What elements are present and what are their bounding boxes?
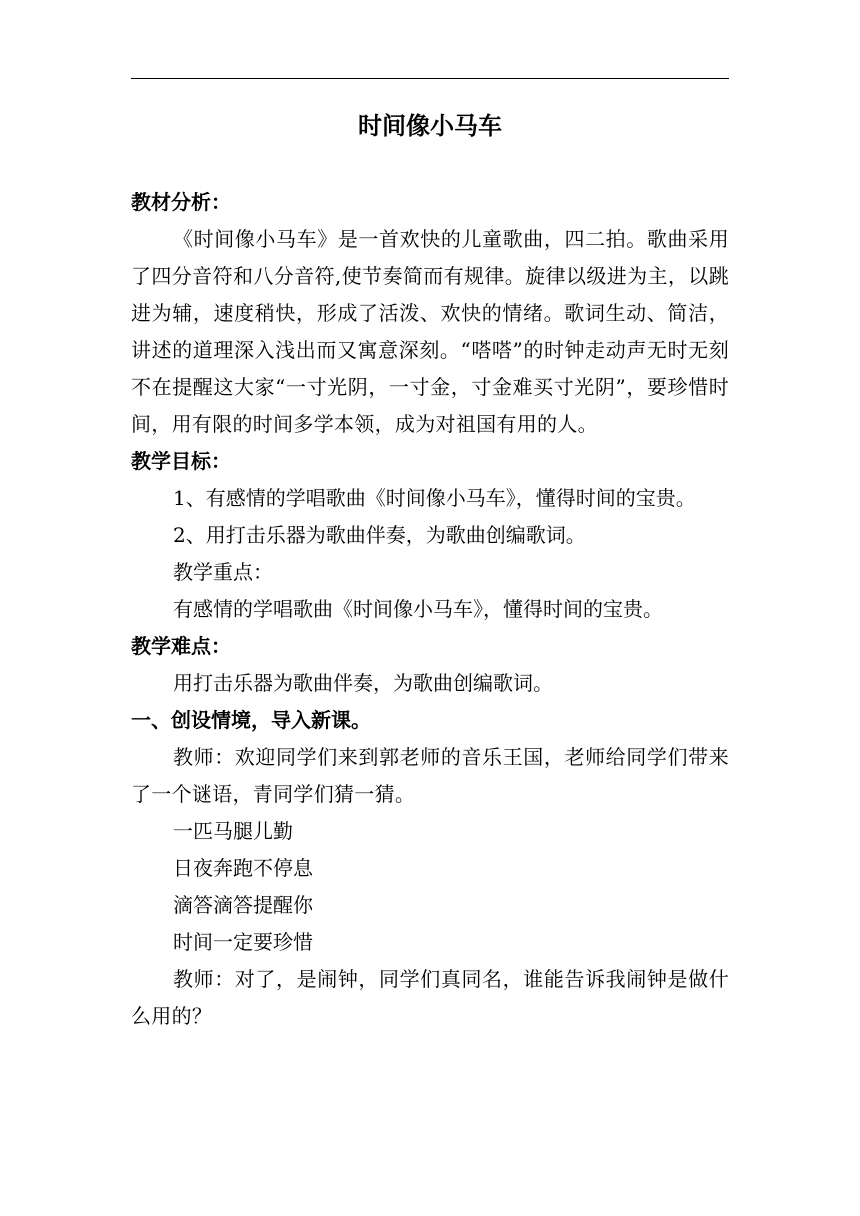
difficulty-text: 用打击乐器为歌曲伴奏，为歌曲创编歌词。 <box>173 671 553 695</box>
goal-item-1: 1、有感情的学唱歌曲《时间像小马车》，懂得时间的宝贵。 <box>173 486 696 510</box>
header-rule <box>131 78 729 79</box>
goals-heading: 教学目标： <box>131 449 231 473</box>
riddle-line-2: 日夜奔跑不停息 <box>173 856 313 880</box>
goal-item-2: 2、用打击乐器为歌曲伴奏，为歌曲创编歌词。 <box>173 523 586 547</box>
key-point-text: 有感情的学唱歌曲《时间像小马车》，懂得时间的宝贵。 <box>173 597 663 621</box>
riddle-line-1: 一匹马腿儿勤 <box>173 819 293 843</box>
analysis-heading: 教材分析： <box>131 190 231 214</box>
riddle-line-3: 滴答滴答提醒你 <box>173 893 313 917</box>
teacher-intro-paragraph: 教师：欢迎同学们来到郭老师的音乐王国，老师给同学们带来了一个谜语，青同学们猜一猜。 <box>131 745 729 806</box>
analysis-paragraph: 《时间像小马车》是一首欢快的儿童歌曲，四二拍。歌曲采用了四分音符和八分音符,使节奏简而有规律。旋律以级进为主，以跳进为辅，速度稍快，形成了活泼、欢快的情绪。歌词生动、简洁，讲述的道理深入浅出而又寓意深刻。“嗒嗒”的时钟走动声无时无刻不在提醒这大家“一寸光阴，一寸金，寸金难买寸光阴”，要珍惜时间，用有限的时间多学本领，成为对祖国有用的人。 <box>131 227 729 436</box>
document-title: 时间像小马车 <box>358 112 502 140</box>
riddle-line-4: 时间一定要珍惜 <box>173 930 313 954</box>
key-point-label: 教学重点： <box>173 560 273 584</box>
part-one-heading: 一、创设情境，导入新课。 <box>131 708 371 732</box>
document-body <box>131 108 729 1035</box>
teacher-followup-paragraph: 教师：对了，是闹钟，同学们真同名，谁能告诉我闹钟是做什么用的？ <box>131 967 729 1028</box>
difficulty-heading: 教学难点： <box>131 634 231 658</box>
